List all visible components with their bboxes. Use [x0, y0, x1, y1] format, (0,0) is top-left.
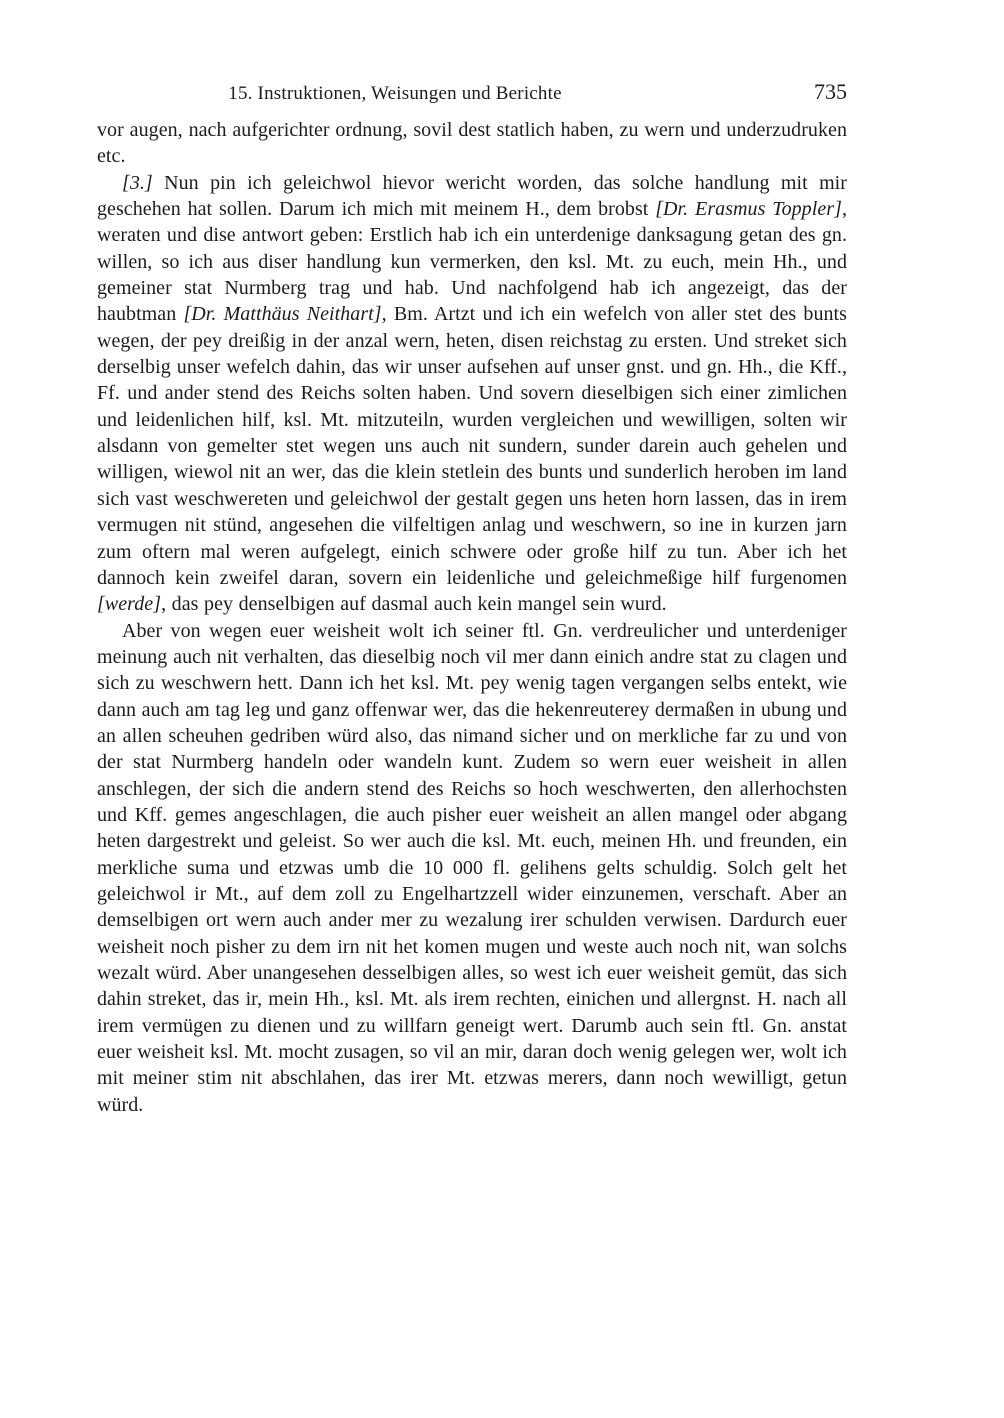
page-number: 735 — [814, 79, 847, 104]
paragraph — [97, 117, 847, 170]
editorial-insertion: [3.] — [122, 171, 153, 194]
text-run: , weraten und dise antwort geben: Erstlich hab ich ein unterdenige danksagung getan des gn. willen, so ich aus diser handlung kun vermerken, den ksl. Mt. zu euch, mein Hh., und gemeiner stat Nurmberg trag und hab. Und nachfolgend hab ich angezeigt, das der haubtman — [97, 198, 847, 326]
editorial-insertion: [werde] — [97, 593, 162, 616]
text-run: Nun pin ich geleichwol hievor wericht worden, das solche handlung mit mir geschehen hat sollen. Darum ich mich mit meinem H., dem brobst — [97, 171, 847, 221]
text-body — [97, 117, 847, 1118]
paragraph — [97, 618, 847, 1119]
page-header — [97, 80, 847, 108]
running-title: 15. Instruktionen, Weisungen und Berichte — [228, 83, 562, 104]
editorial-insertion: [Dr. Erasmus Toppler] — [655, 198, 842, 221]
text-run: , das pey denselbigen auf dasmal auch kein mangel sein wurd. — [161, 593, 667, 616]
text-run: vor augen, nach aufgerichter ordnung, sovil dest statlich haben, zu wern und underzudruken etc. — [97, 119, 847, 168]
editorial-insertion: [Dr. Matthäus Neithart] — [183, 303, 382, 326]
paragraph — [97, 170, 847, 618]
text-run: , Bm. Artzt und ich ein wefelch von aller stet des bunts wegen, der pey dreißig in der anzal wern, heten, disen reichstag zu ersten. Und streket sich derselbig unser wefelch dahin, das wir unser aufsehen auf unser gnst. und gn. Hh., die Kff., Ff. und ander stend des Reichs solten haben. Und sovern dieselbigen sich einer zimlichen und leidenlichen hilf, ksl. Mt. mitzuteiln, wurden vergleichen und wewilligen, solten wir alsdann von gemelter stet wegen uns auch nit sundern, sunder darein auch gehelen und willigen, wiewol nit an wer, das die klein stetlein des bunts und sunderlich heroben im land sich vast weschwereten und geleichwol der gestalt gegen uns heten horn lassen, das in irem vermugen nit stünd, angesehen die vilfeltigen anlag und weschwern, so ine in kurzen jarn zum oftern mal weren aufgelegt, einich schwere oder große hilf zu tun. Aber ich het dannoch kein zweifel daran, sovern ein leidenliche und geleichmeßige hilf furgenomen — [97, 303, 847, 589]
text-run: Aber von wegen euer weisheit wolt ich seiner ftl. Gn. verdreulicher und unterdeniger meinung auch nit verhalten, das dieselbig noch vil mer dann einich andre stat zu clagen und sich zu weschwern hett. Dann ich het ksl. Mt. pey wenig tagen vergangen selbs entekt, wie dann auch am tag leg und ganz offenwar wer, das die hekenreuterey dermaßen in ubung und an allen scheuhen gedriben würd also, das nimand sicher und on merkliche far zu und von der stat Nurmberg handeln oder wandeln kunt. Zudem so wern euer weisheit in allen anschlegen, der sich die andern stend des Reichs so hoch weschwerten, den allerhochsten und Kff. gemes angeschlagen, die auch pisher euer weisheit an allen mangel oder abgang heten dargestrekt und geleist. So wer auch die ksl. Mt. euch, meinen Hh. und freunden, ein merkliche suma und etzwas umb die 10 000 fl. gelihens gelts schuldig. Solch gelt het geleichwol ir Mt., auf dem zoll zu Engelhartzzell wider einzunemen, verschaft. Aber an demselbigen ort wern auch ander mer zu wezalung irer schulden verwisen. Dardurch euer weisheit noch pisher zu dem irn nit het komen mugen und weste auch noch nit, wan solchs wezalt würd. Aber unangesehen desselbigen alles, so west ich euer weisheit gemüt, das sich dahin streket, das ir, mein Hh., ksl. Mt. als irem rechten, einichen und allergnst. H. nach all irem vermügen zu dienen und zu willfarn geneigt wert. Darumb auch sein ftl. Gn. anstat euer weisheit ksl. Mt. mocht zusagen, so vil an mir, daran doch wenig gelegen wer, wolt ich mit meiner stim nit abschlahen, das irer Mt. etzwas merers, dann noch wewilligt, getun würd. — [97, 619, 847, 1116]
